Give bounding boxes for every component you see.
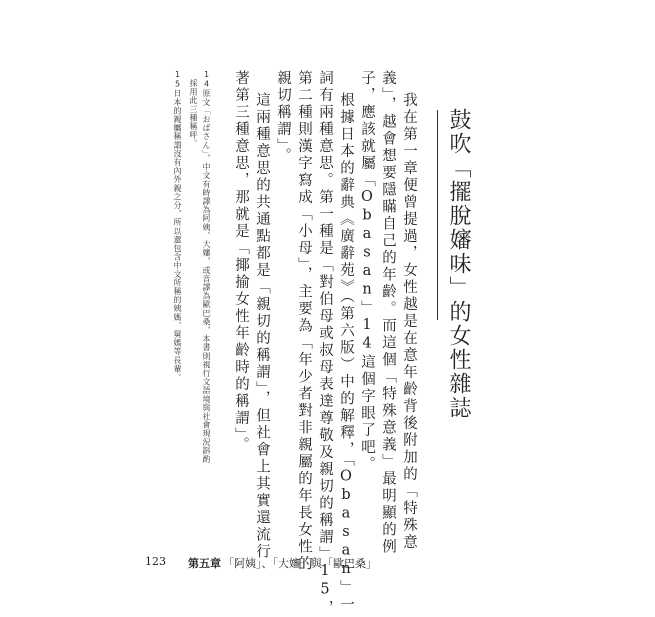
- body-line-5: 詞有兩種意思。第一種是「對伯母或叔母表達尊敬及親切的稱謂」15，: [317, 70, 333, 617]
- page-number: 123: [145, 555, 166, 568]
- chapter-label: 第五章: [188, 557, 221, 570]
- footnote-15: 15日本的親屬稱謂沒有內外親之分，所以還包含中文所稱的姨媽、舅媽等長輩。: [173, 70, 182, 382]
- running-footer: [188, 555, 377, 571]
- body-line-1: 我在第一章便曾提過，女性越是在意年齡背後附加的「特殊意: [401, 92, 417, 551]
- chapter-title: 「阿姨」、「大嬸」與「歐巴桑」: [223, 557, 377, 570]
- title-divider: [437, 110, 438, 320]
- body-line-2: 義」，越會想要隱瞞自己的年齡。而這個「特殊意義」最明顯的例: [380, 70, 396, 556]
- body-line-7: 親切稱謂」。: [275, 70, 291, 165]
- body-line-3: 子，應該就屬「Obasan」14這個字眼了吧。: [359, 70, 375, 473]
- body-line-4: 根據日本的辭典《廣辭苑》（第六版）中的解釋，「Obasan」一: [338, 92, 354, 614]
- footnote-14-continued: 採用此三種稱呼。: [189, 79, 198, 148]
- article-title: 鼓吹「擺脫嬸味」的女性雜誌: [446, 108, 471, 420]
- footnote-14: 14原文「おばさん」，中文有時譯為阿姨、大嬸，或音譯為歐巴桑，本書則視行文語境與社會現況斟酌: [202, 70, 211, 464]
- body-line-6: 第二種則漢字寫成「小母」，主要為「年少者對非親屬的年長女性的: [296, 70, 312, 573]
- body-line-8: 這兩種意思的共通點都是「親切的稱謂」，但社會上其實還流行: [254, 92, 270, 561]
- body-line-9: 著第三種意思，那就是「揶揄女性年齡時的稱謂」。: [233, 70, 249, 454]
